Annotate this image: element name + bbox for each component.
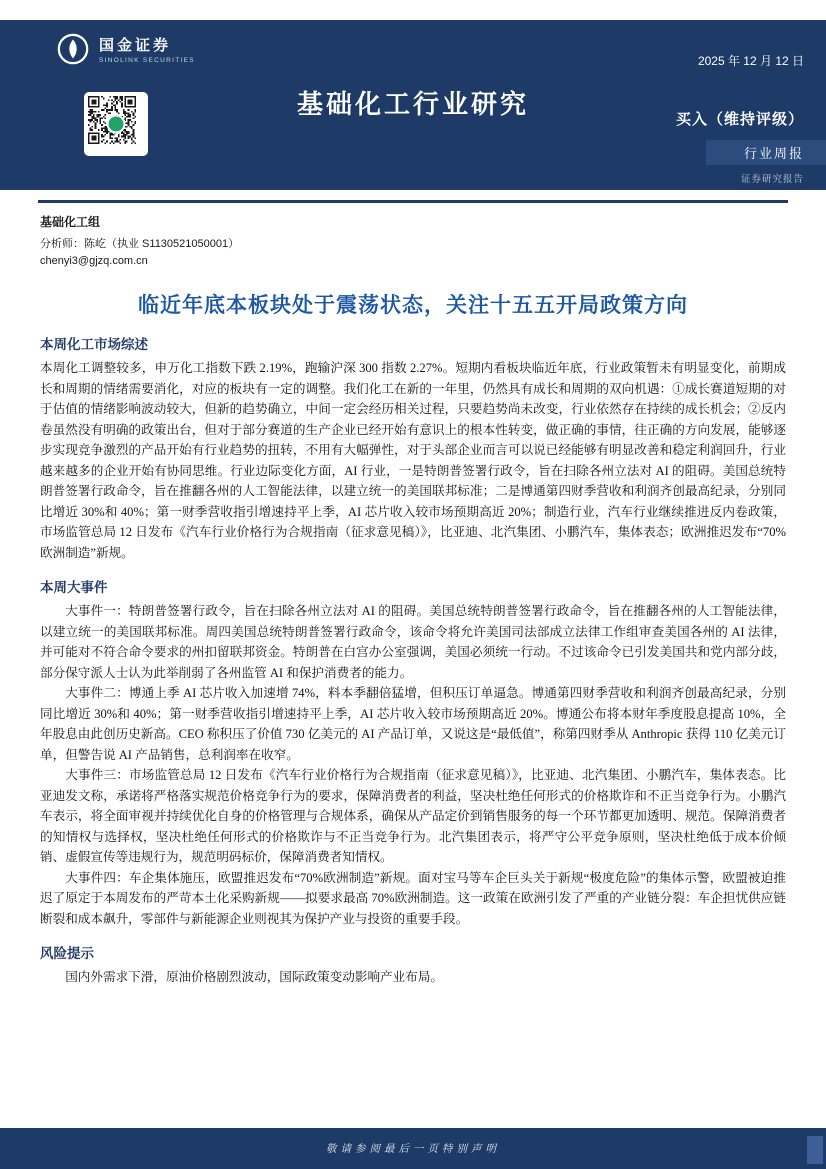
body-paragraph: 大事件四：车企集体施压，欧盟推迟发布“70%欧洲制造”新规。面对宝马等车企巨头关于新规“极度危险”的集体示警，欧盟被迫推迟了原定于本周发布的严苛本土化采购新规——拟要求最高 70%欧洲制造。这一政策在欧洲引发了严重的产业链分裂：车企担忧供应链断裂和成本飙升，零部件与新能源企业则视其为保护产业与投资的重要手段。 (40, 870, 786, 926)
brand-name-en: SINOLINK SECURITIES (99, 57, 195, 64)
footer-corner-tab (807, 1136, 823, 1164)
section-heading: 风险提示 (40, 946, 94, 962)
analyst-name-line: 分析师：陈屹（执业 S1130521050001） (40, 238, 240, 250)
rating-badge: 买入（维持评级） (675, 111, 804, 128)
footer-disclaimer: 敬请参阅最后一页特别声明 (326, 1144, 500, 1155)
section-heading: 本周化工市场综述 (40, 337, 148, 353)
sinolink-logo-icon (56, 32, 90, 66)
body-paragraph: 国内外需求下滑，原油价格剧烈波动，国际政策变动影响产业布局。 (65, 970, 443, 985)
section-heading: 本周大事件 (40, 580, 108, 596)
report-header (0, 20, 826, 190)
body-paragraph: 大事件三：市场监管总局 12 日发布《汽车行业价格行为合规指南（征求意见稿）》，比亚迪、北汽集团、小鹏汽车，集体表态。比亚迪发文称，承诺将严格落实规范价格竞争行为的要求，保障消费者的利益，坚决杜绝任何形式的价格欺诈和不正当竞争行为。小鹏汽车表示，将全面审视并持续优化自身的价格管理与合规体系，确保从产品定价到销售服务的每一个环节都更加透明、规范。保障消费者的知情权与选择权，坚决杜绝任何形式的价格欺诈与不正当竞争行为。北汽集团表示，将严守公平竞争原则，坚决杜绝低于成本价倾销、虚假宣传等违规行为，规范明码标价，保障消费者知情权。 (40, 768, 786, 865)
body-paragraph: 大事件一：特朗普签署行政令，旨在扫除各州立法对 AI 的阻碍。美国总统特朗普签署行政命令，旨在推翻各州的人工智能法律，以建立统一的美国联邦标准。周四美国总统特朗普签署行政命令，该命令将允许美国司法部成立法律工作组审查美国各州的 AI 法律，并可能对不符合命令要求的州扣留联邦资金。特朗普在白宫办公室强调，美国必须统一行动。不过该命令已引发美国共和党内部分歧，部分保守派人士认为此举削弱了各州监管 AI 和保护消费者的能力。 (40, 604, 786, 680)
body-paragraph: 大事件二：博通上季 AI 芯片收入加速增 74%，料本季翻倍猛增，但积压订单逼急。博通第四财季营收和利润齐创最高纪录，分别同比增近 30%和 40%；第一财季营收指引增速持平上季，AI 芯片收入较市场预期高近 20%。博通公布将本财年季度股息提高 10%，全年股息由此创历史新高。CEO 称积压了价值 730 亿美元的 AI 产品订单，又说这是“最低值”，称第四财季从 Anthropic 获得 110 亿美元订单，但警告说 AI 产品销售，总利润率在收窄。 (40, 686, 786, 762)
body-paragraph: 本周化工调整较多，申万化工指数下跌 2.19%，跑输沪深 300 指数 2.27%。短期内看板块临近年底，行业政策暂未有明显变化，前期成长和周期的情绪需要消化，对应的板块有一定的调整。我们化工在新的一年里，仍然具有成长和周期的双向机遇：①成长赛道短期的对于估值的情绪影响波动较大，但新的趋势确立，中间一定会经历相关过程，只要趋势尚未改变，行业依然存在持续的成长机会；②反内卷虽然没有明确的政策出台，但对于部分赛道的生产企业已经开始有意识上的根本性转变，做正确的事情，往正确的方向发展，能够逐步实现竞争激烈的产品开始有行业趋势的扭转，不用有大幅弹性，对于头部企业而言可以说已经能够有明显改善和稳定利润回升，行业越来越多的企业开始有协同思维。行业边际变化方面，AI 行业，一是特朗普签署行政令，旨在扫除各州立法对 AI 的阻碍。美国总统特朗普签署行政命令，旨在推翻各州的人工智能法律，以建立统一的美国联邦标准；二是博通第四财季营收和利润齐创最高纪录，分别同比增近 30%和 40%；第一财季营收指引增速持平上季，AI 芯片收入较市场预期高近 20%；制造行业，汽车行业继续推进反内卷政策，市场监管总局 12 日发布《汽车行业价格行为合规指南（征求意见稿）》，比亚迪、北汽集团、小鹏汽车，集体表态；欧洲推迟发布“70%欧洲制造”新规。 (40, 361, 786, 560)
report-series-title: 基础化工行业研究 (296, 89, 529, 119)
report-footer (0, 1128, 826, 1169)
report-date: 2025 年 12 月 12 日 (697, 54, 804, 68)
page-title: 临近年底本板块处于震荡状态，关注十五五开局政策方向 (138, 294, 688, 317)
report-category-label: 证券研究报告 (740, 174, 804, 185)
brand-name-cn: 国金证券 (99, 37, 172, 54)
brand-text (99, 34, 195, 64)
header-divider (38, 200, 788, 203)
report-type-label: 行业周报 (743, 146, 804, 161)
report-sections (40, 333, 786, 988)
report-type-band (706, 140, 826, 165)
analyst-email: chenyi3@gjzq.com.cn (40, 255, 148, 267)
brand (56, 32, 195, 66)
report-body (40, 213, 786, 988)
analyst-group: 基础化工组 (40, 215, 101, 229)
